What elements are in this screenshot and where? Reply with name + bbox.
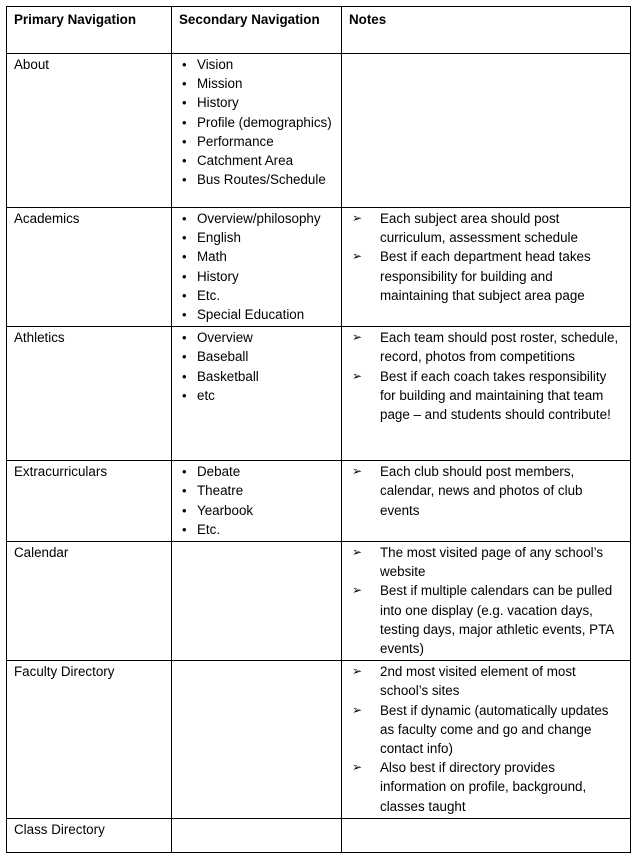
- table-body: [7, 54, 631, 853]
- note-item: ➢ 2nd most visited element of most school’s sites: [349, 662, 623, 700]
- table-row-faculty-directory: [7, 661, 631, 819]
- primary-navigation-cell: Academics: [7, 208, 172, 327]
- secondary-navigation-cell: [172, 327, 342, 461]
- secondary-navigation-item: • Bus Routes/Schedule: [179, 170, 334, 189]
- note-item: ➢ Each subject area should post curriculum, assessment schedule: [349, 209, 623, 247]
- primary-navigation-cell: About: [7, 54, 172, 208]
- notes-cell: [342, 542, 631, 661]
- secondary-navigation-item: • Yearbook: [179, 501, 334, 520]
- table-row-athletics: [7, 327, 631, 461]
- secondary-navigation-item: • Performance: [179, 132, 334, 151]
- secondary-navigation-item: • Debate: [179, 462, 334, 481]
- note-item: ➢ The most visited page of any school’s website: [349, 543, 623, 581]
- header-notes: Notes: [342, 7, 631, 54]
- secondary-navigation-item: • Math: [179, 247, 334, 266]
- secondary-navigation-cell: [172, 208, 342, 327]
- notes-list: [349, 462, 623, 520]
- secondary-navigation-item: • Theatre: [179, 481, 334, 500]
- secondary-navigation-item: • Etc.: [179, 286, 334, 305]
- secondary-navigation-item: • Mission: [179, 74, 334, 93]
- note-item: ➢ Best if dynamic (automatically updates as faculty come and go and change contact info): [349, 701, 623, 759]
- table-row-calendar: [7, 542, 631, 661]
- table-row-academics: [7, 208, 631, 327]
- table-row-class-directory: [7, 818, 631, 852]
- table-row-about: [7, 54, 631, 208]
- secondary-navigation-list: [179, 462, 334, 539]
- header-row: [7, 7, 631, 54]
- notes-cell: [342, 54, 631, 208]
- secondary-navigation-item: • Special Education: [179, 305, 334, 324]
- note-item: ➢ Best if each coach takes responsibility for building and maintaining that team page – and students should contribute!: [349, 367, 623, 425]
- notes-list: [349, 543, 623, 658]
- notes-list: [349, 328, 623, 424]
- secondary-navigation-cell: [172, 542, 342, 661]
- secondary-navigation-item: • Profile (demographics): [179, 113, 334, 132]
- primary-navigation-cell: Class Directory: [7, 818, 172, 852]
- secondary-navigation-cell: [172, 661, 342, 819]
- notes-cell: [342, 461, 631, 542]
- secondary-navigation-cell: [172, 818, 342, 852]
- table-row-extracurriculars: [7, 461, 631, 542]
- secondary-navigation-item: • Catchment Area: [179, 151, 334, 170]
- secondary-navigation-item: • History: [179, 267, 334, 286]
- navigation-table: [6, 6, 631, 853]
- note-item: ➢ Best if multiple calendars can be pulled into one display (e.g. vacation days, testing days, major athletic events, PTA events): [349, 581, 623, 658]
- note-item: ➢ Best if each department head takes responsibility for building and maintaining that subject area page: [349, 247, 623, 305]
- note-item: ➢ Each team should post roster, schedule, record, photos from competitions: [349, 328, 623, 366]
- secondary-navigation-item: • Overview: [179, 328, 334, 347]
- secondary-navigation-item: • Basketball: [179, 367, 334, 386]
- secondary-navigation-list: [179, 55, 334, 189]
- primary-navigation-cell: Extracurriculars: [7, 461, 172, 542]
- primary-navigation-cell: Faculty Directory: [7, 661, 172, 819]
- secondary-navigation-item: • Vision: [179, 55, 334, 74]
- primary-navigation-cell: Calendar: [7, 542, 172, 661]
- notes-cell: [342, 661, 631, 819]
- secondary-navigation-item: • History: [179, 93, 334, 112]
- notes-cell: [342, 818, 631, 852]
- secondary-navigation-item: • Etc.: [179, 520, 334, 539]
- notes-cell: [342, 208, 631, 327]
- secondary-navigation-cell: [172, 461, 342, 542]
- secondary-navigation-item: • etc: [179, 386, 334, 405]
- secondary-navigation-item: • Overview/philosophy: [179, 209, 334, 228]
- header-primary-navigation: Primary Navigation: [7, 7, 172, 54]
- secondary-navigation-item: • English: [179, 228, 334, 247]
- notes-list: [349, 662, 623, 816]
- note-item: ➢ Each club should post members, calendar, news and photos of club events: [349, 462, 623, 520]
- primary-navigation-cell: Athletics: [7, 327, 172, 461]
- secondary-navigation-list: [179, 328, 334, 405]
- note-item: ➢ Also best if directory provides information on profile, background, classes taught: [349, 758, 623, 816]
- secondary-navigation-cell: [172, 54, 342, 208]
- secondary-navigation-item: • Baseball: [179, 347, 334, 366]
- notes-cell: [342, 327, 631, 461]
- header-secondary-navigation: Secondary Navigation: [172, 7, 342, 54]
- notes-list: [349, 209, 623, 305]
- secondary-navigation-list: [179, 209, 334, 324]
